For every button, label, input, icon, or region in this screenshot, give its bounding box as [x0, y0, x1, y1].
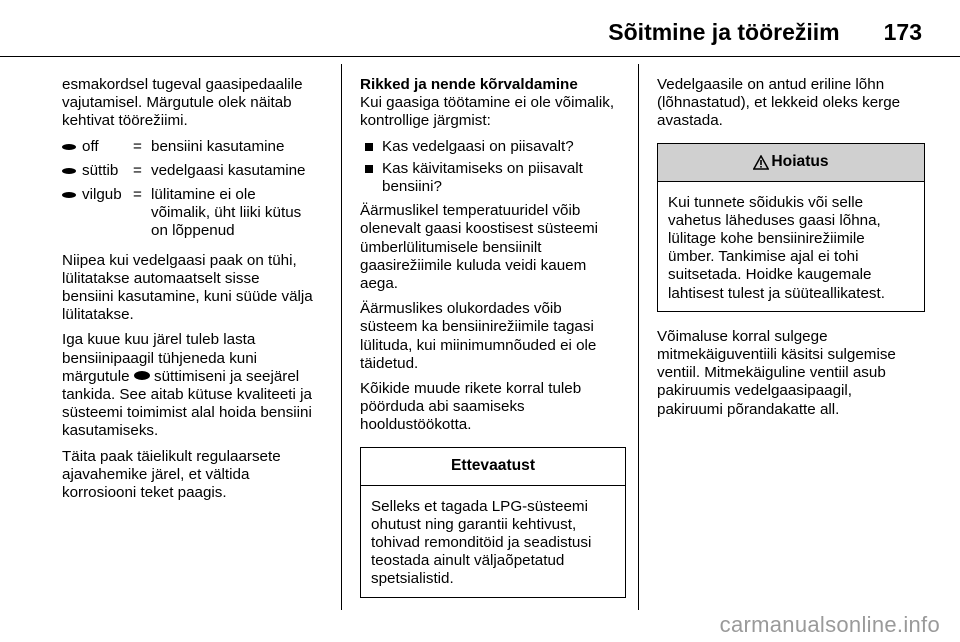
caution-title: Ettevaatust	[361, 448, 625, 486]
list-item: Kas käivitamiseks on piisavalt bensiini?	[360, 160, 626, 196]
legend-row	[62, 162, 332, 186]
warning-triangle-icon	[753, 155, 769, 170]
page-title: Sõitmine ja töörežiim	[608, 18, 840, 45]
col3-intro: Vedelgaasile on antud eriline lõhn (lõhnastatud), et lekkeid oleks kerge avastada.	[657, 76, 901, 130]
legend-state: süttib	[82, 161, 119, 179]
col1-paragraph: Niipea kui vedelgaasi paak on tühi, lülitatakse automaatselt sisse bensiini kasutamine, kuni süüde välja lülitatakse.	[62, 251, 313, 324]
lpg-indicator-lamp-icon	[62, 138, 82, 162]
col2-intro: Kui gaasiga töötamine ei ole võimalik, kontrollige järgmist:	[360, 94, 615, 130]
section-title: Rikked ja nende kõrvaldamine	[360, 76, 578, 93]
paragraph-text: süttimiseni ja seejärel tankida. See aitab kütuse kvaliteeti ja süsteemi toimimist alal hoida bensiini kasutamiseks.	[62, 367, 312, 440]
warning-title: Hoiatus	[771, 153, 829, 170]
column-divider	[341, 64, 342, 610]
col1-paragraph	[62, 331, 332, 440]
caution-body: Selleks et tagada LPG-süsteemi ohutust ning garantii kehtivust, tohivad remonditöid ja seadistusi teostada ainult väljaõpetatud spetsialistid.	[371, 497, 592, 588]
lpg-indicator-lamp-icon	[134, 371, 150, 380]
caution-box	[360, 447, 626, 598]
legend-row	[62, 186, 332, 241]
column-3	[657, 76, 925, 426]
lpg-indicator-lamp-icon	[62, 186, 82, 241]
legend-state: off	[82, 137, 99, 155]
watermark: carmanualsonline.info	[719, 612, 940, 637]
legend-row	[62, 138, 332, 162]
header-rule	[0, 56, 960, 57]
col2-paragraph: Kõikide muude rikete korral tuleb pöörduda abi saamiseks hooldustöökotta.	[360, 380, 582, 434]
legend-description: bensiini kasutamine	[151, 137, 285, 155]
column-divider	[638, 64, 639, 610]
col1-paragraph: Täita paak täielikult regulaarsete ajavahemike järel, et vältida korrosiooni teket paagis.	[62, 447, 281, 502]
checklist	[360, 138, 626, 197]
page-header	[608, 10, 922, 54]
paragraph-text: Iga kuue kuu järel tuleb lasta bensiinipaagil tühjeneda kuni märgutule	[62, 331, 258, 385]
legend-equals: =	[133, 186, 142, 204]
page-number: 173	[883, 18, 922, 45]
col1-intro: esmakordsel tugeval gaasipedaalile vajutamisel. Märgutule olek näitab kehtivat töörežiimi.	[62, 76, 303, 130]
indicator-legend	[62, 138, 332, 241]
legend-description: vedelgaasi kasutamine	[151, 161, 306, 179]
column-2	[360, 76, 626, 614]
lpg-indicator-lamp-icon	[62, 162, 82, 186]
square-bullet-icon	[365, 165, 373, 173]
warning-body: Kui tunnete sõidukis või selle vahetus läheduses gaasi lõhna, lülitage kohe bensiinirežiimile ümber. Tankimise ajal ei tohi suitsetada. Hoidke kaugemale lahtisest tulest ja süüteallikatest.	[668, 193, 885, 302]
warning-box	[657, 143, 925, 312]
warning-header	[658, 144, 924, 182]
col2-paragraph: Äärmuslikes olukordades võib süsteem ka bensiinirežiimile tagasi lülituda, kui miinimumnõuded ei ole täidetud.	[360, 300, 597, 372]
legend-equals: =	[133, 137, 142, 155]
column-1	[62, 76, 332, 509]
col2-paragraph: Äärmuslikel temperatuuridel võib olenevalt gaasi koostisest süsteemi ümberlülitumisele bensiinilt gaasirežiimile kuluda veidi kauem aega.	[360, 202, 599, 293]
col3-paragraph: Võimaluse korral sulgege mitmekäiguventiili käsitsi sulgemise ventiil. Mitmekäiguline ventiil asub pakiruumis vedelgaasipaagil, pakiruumi põrandakatte all.	[657, 327, 896, 418]
legend-state: vilgub	[82, 186, 122, 204]
square-bullet-icon	[365, 143, 373, 151]
legend-description: lülitamine ei ole võimalik, üht liiki kütus on lõppenud	[151, 186, 302, 240]
legend-equals: =	[133, 161, 142, 179]
list-item: Kas vedelgaasi on piisavalt?	[360, 138, 626, 156]
